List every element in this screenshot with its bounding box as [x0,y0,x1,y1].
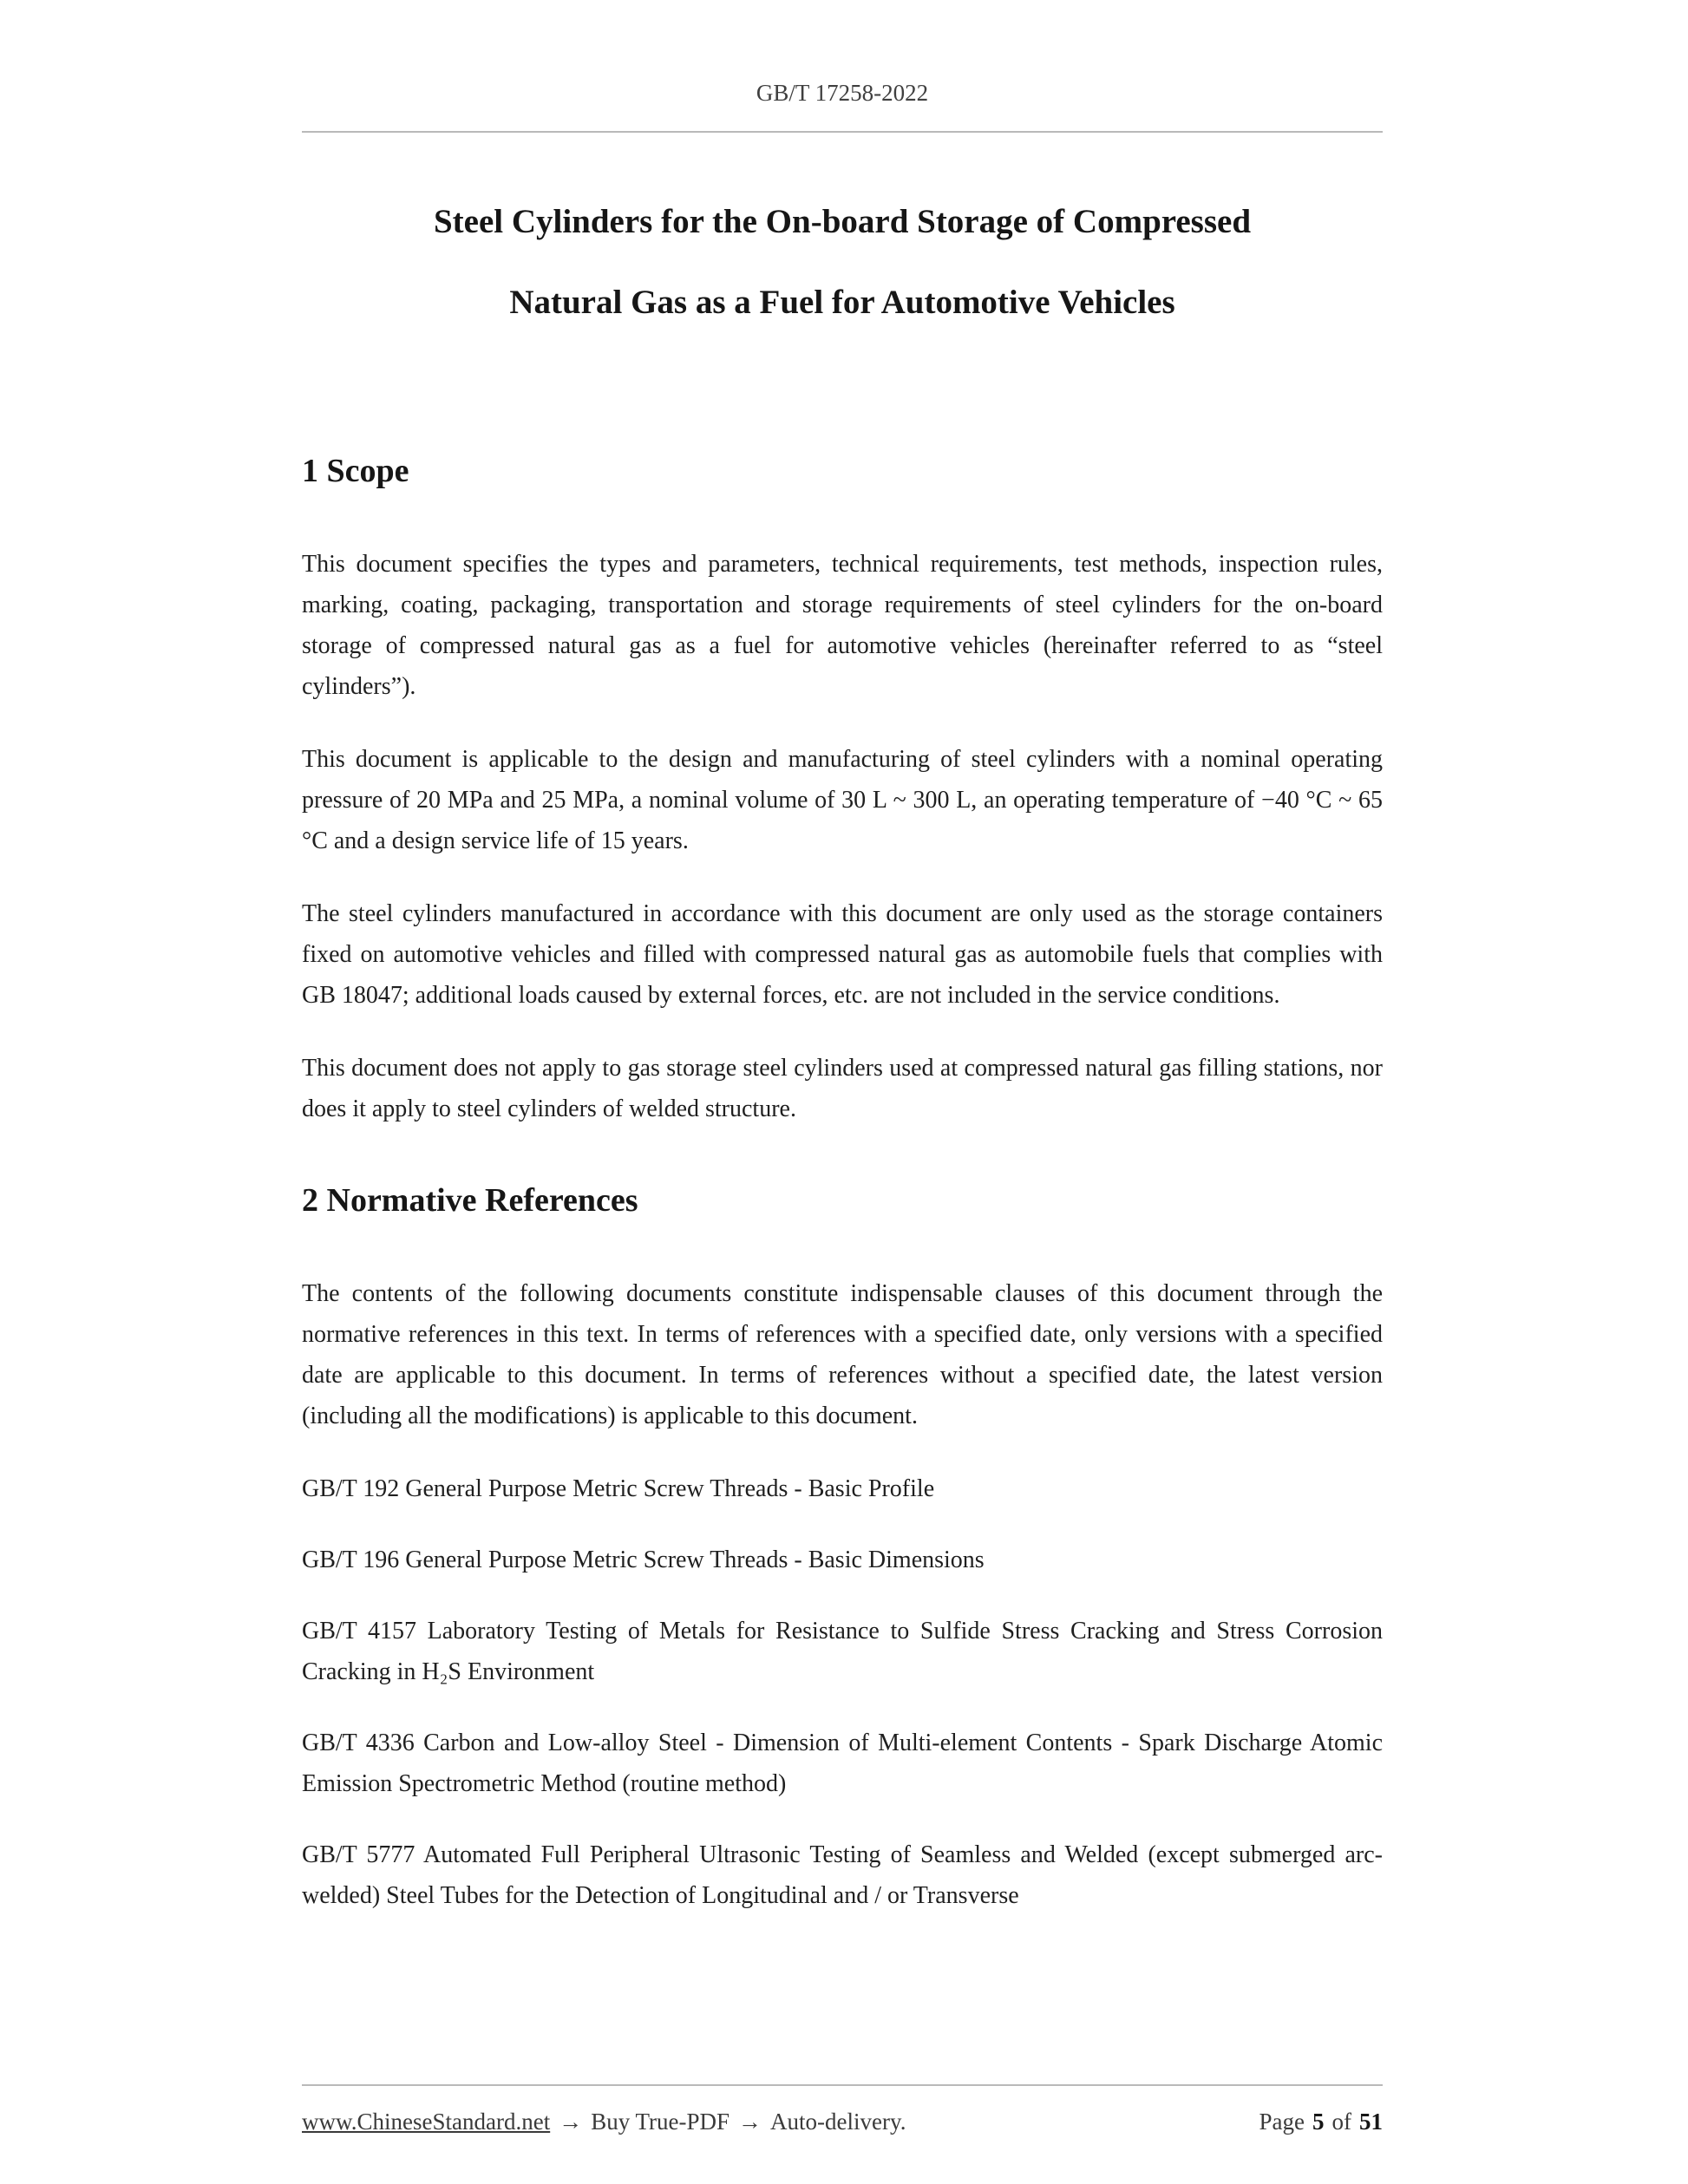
current-page-number: 5 [1312,2109,1325,2135]
normative-reference-item: GB/T 4336 Carbon and Low-alloy Steel - Dimension of Multi-element Contents - Spark Discharge Atomic Emission Spectrometric Method (routine method) [302,1730,1383,1797]
site-link[interactable]: www.ChineseStandard.net [302,2109,551,2135]
scope-paragraph-2: This document is applicable to the design and manufacturing of steel cylinders with a nominal operating pressure of 20 MPa and 25 MPa, a nominal volume of 30 L ~ 300 L, an operating temperature of −40 °C ~ 65 °C and a design service life of 15 years. [302,746,1383,854]
document-title-line2: Natural Gas as a Fuel for Automotive Vehicles [509,284,1175,321]
document-title-line1: Steel Cylinders for the On-board Storage of Compressed [433,203,1252,240]
page-footer [302,2077,1383,2135]
document-number: GB/T 17258-2022 [756,80,929,106]
arrow-right-icon: → [559,2109,583,2135]
of-label: of [1331,2109,1351,2135]
normative-reference-item: GB/T 192 General Purpose Metric Screw Threads - Basic Profile [302,1475,935,1502]
arrow-right-icon: → [738,2109,762,2135]
page-label: Page [1259,2109,1305,2135]
section-heading-normative-references: 2 Normative References [302,1182,638,1219]
normative-intro-paragraph: The contents of the following documents constitute indispensable clauses of this document through the normative references in this text. In terms of references with a specified date, only versions with a specified date are applicable to this document. In terms of references without a specified date, the latest version (including all the modifications) is applicable to this document. [302,1280,1383,1429]
scope-paragraph-3: The steel cylinders manufactured in accordance with this document are only used as the storage containers fixed on automotive vehicles and filled with compressed natural gas as automobile fuels that complies with GB 18047; additional loads caused by external forces, etc. are not included in the service conditions. [302,900,1383,1009]
normative-reference-item: GB/T 5777 Automated Full Peripheral Ultrasonic Testing of Seamless and Welded (except submerged arc-welded) Steel Tubes for the Detection of Longitudinal and / or Transverse [302,1841,1383,1909]
scope-paragraph-4: This document does not apply to gas storage steel cylinders used at compressed natural gas filling stations, nor does it apply to steel cylinders of welded structure. [302,1055,1383,1122]
normative-reference-item: GB/T 196 General Purpose Metric Screw Threads - Basic Dimensions [302,1546,985,1573]
footer-row [302,2109,1383,2135]
buy-true-pdf-label: Buy True-PDF [591,2109,730,2135]
footer-branding [302,2109,906,2135]
total-page-number: 51 [1359,2109,1383,2135]
auto-delivery-label: Auto-delivery. [770,2109,906,2135]
header-divider [302,131,1383,133]
page-number-indicator [1259,2109,1383,2135]
section-heading-scope: 1 Scope [302,453,409,489]
normative-reference-item: GB/T 4157 Laboratory Testing of Metals for Resistance to Sulfide Stress Cracking and Stress Corrosion Cracking in H₂S Environment [302,1618,1383,1685]
footer-divider [302,2084,1383,2086]
scope-paragraph-1: This document specifies the types and parameters, technical requirements, test methods, inspection rules, marking, coating, packaging, transportation and storage requirements of steel cylinders for the on-board storage of compressed natural gas as a fuel for automotive vehicles (hereinafter referred to as “steel cylinders”). [302,551,1383,700]
